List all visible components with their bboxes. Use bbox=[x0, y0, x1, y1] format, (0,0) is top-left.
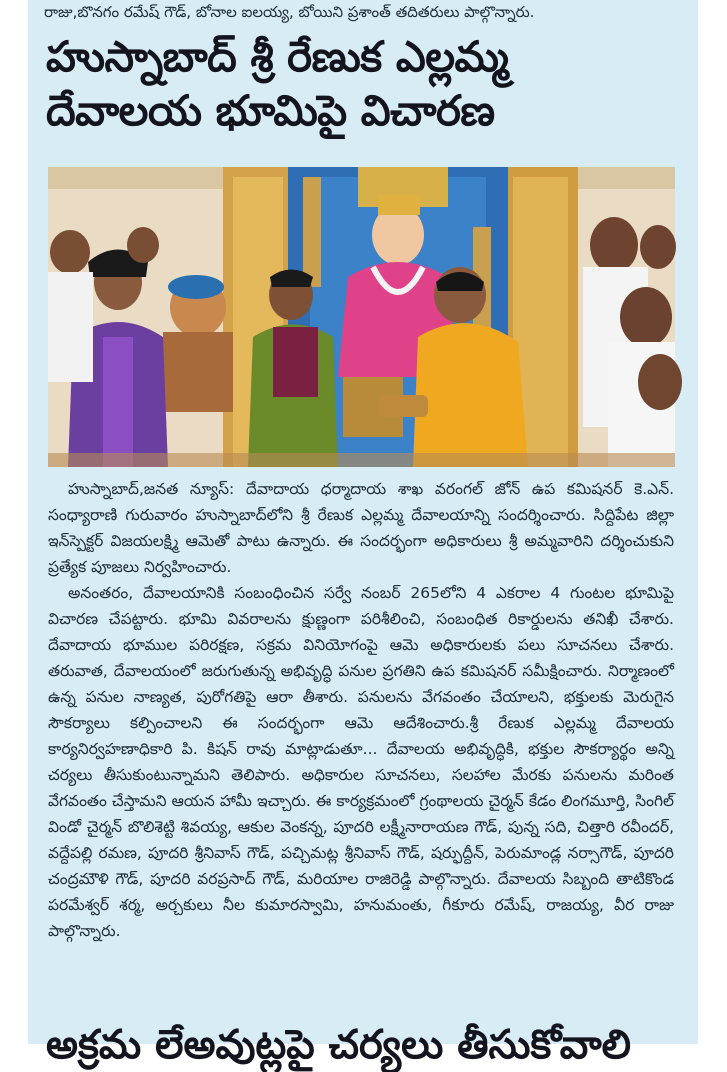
next-article-headline-text: అక్రమ లేఅవుట్లపై చర్యలు తీసుకోవాలి bbox=[46, 1022, 631, 1068]
next-article-headline bbox=[46, 1018, 686, 1068]
headline-line-1: హుస్నాబాద్ శ్రీ రేణుక ఎల్లమ్మ bbox=[46, 32, 509, 81]
previous-article-tail: రాజు,బొనగం రమేష్ గౌడ్, బోనాల ఐలయ్య, బోయిని ప్రశాంత్ తదితరులు పాల్గొన్నారు. bbox=[44, 3, 535, 21]
article-paragraph-2: అనంతరం, దేవాలయానికి సంబంధించిన సర్వే నంబర్ 265లోని 4 ఎకరాల 4 గుంటల భూమిపై విచారణ చేపట్టారు. భూమి వివరాలను క్షుణ్ణంగా పరిశీలించి, సంబంధిత రికార్డులను తనిఖీ చేశారు. దేవాదాయ భూముల పరిరక్షణ, సక్రమ వినియోగంపై ఆమె అధికారులకు పలు సూచనలు చేశారు. తరువాత, దేవాలయంలో జరుగుతున్న అభివృద్ధి పనుల ప్రగతిని ఉప కమిషనర్ సమీక్షించారు. నిర్మాణంలో ఉన్న పనుల నాణ్యత, పురోగతిపై ఆరా తీశారు. పనులను వేగవంతం చేయాలని, భక్తులకు మెరుగైన సౌకర్యాలు కల్పించాలని ఈ సందర్భంగా ఆమె ఆదేశించారు.శ్రీ రేణుక ఎల్లమ్మ దేవాలయ కార్యనిర్వహణాధికారి పి. కిషన్ రావు మాట్లాడుతూ... దేవాలయ అభివృద్ధికి, భక్తుల సౌకర్యార్థం అన్ని చర్యలు తీసుకుంటున్నామని తెలిపారు. అధికారుల సూచనలు, సలహాల మేరకు పనులను మరింత వేగవంతం చేస్తామని ఆయన హామీ ఇచ్చారు. ఈ కార్యక్రమంలో గ్రంథాలయ చైర్మన్ కేడం లింగమూర్తి, సింగిల్ విండో చైర్మన్ బొలిశెట్టి శివయ్య, ఆకుల వెంకన్న, పూదరి లక్ష్మీనారాయణ గౌడ్, పున్న సది, చిత్తారి రవీందర్, వద్దేపల్లి రమణ, పూదరి శ్రీనివాస్ గౌడ్, పచ్చిమట్ల శ్రీనివాస్ గౌడ్, షర్ఫుద్దీన్, పెరుమాండ్ల నర్సాగౌడ్, పూదరి చంద్రమౌళి గౌడ్, పూదరి వరప్రసాద్ గౌడ్, మరియాల రాజిరెడ్డి పాల్గొన్నారు. దేవాలయ సిబ్బంది తాటికొండ పరమేశ్వర్ శర్మ, అర్చకులు నీల కుమారస్వామి, హనుమంతు, గీకూరు రమేష్, రాజయ్య, వీర రాజు పాల్గొన్నారు. bbox=[48, 584, 674, 940]
article-headline bbox=[46, 30, 686, 138]
article-paragraph-1: హుస్నాబాద్,జనత న్యూస్: దేవాదాయ ధర్మాదాయ శాఖ వరంగల్ జోన్ ఉప కమిషనర్ కె.ఎన్. సంధ్యారాణి గురువారం హుస్నాబాద్‌లోని శ్రీ రేణుక ఎల్లమ్మ దేవాలయాన్ని సందర్శించారు. సిద్దిపేట జిల్లా ఇన్‌స్పెక్టర్ విజయలక్ష్మి ఆమెతో పాటు ఉన్నారు. ఈ సందర్భంగా అధికారులు శ్రీ అమ్మవారిని దర్శించుకుని ప్రత్యేక పూజలు నిర్వహించారు. bbox=[48, 480, 674, 576]
temple-photo bbox=[48, 167, 675, 467]
headline-line-2: దేవాలయ భూమిపై విచారణ bbox=[46, 86, 495, 135]
article-body bbox=[48, 476, 674, 944]
